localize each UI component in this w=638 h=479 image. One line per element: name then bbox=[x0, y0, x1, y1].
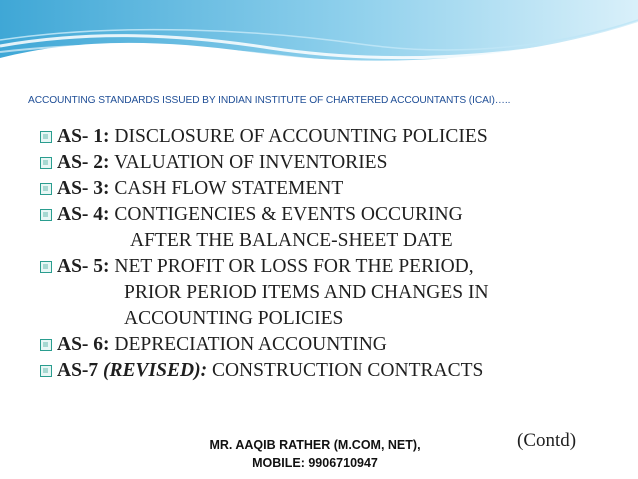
standard-title-continued: ACCOUNTING POLICIES bbox=[124, 308, 344, 329]
checkbox-bullet-icon bbox=[40, 183, 52, 195]
author-name: MR. AAQIB RATHER (M.COM, NET), bbox=[209, 438, 421, 452]
checkbox-bullet-icon bbox=[40, 261, 52, 273]
standard-qualifier: (REVISED): bbox=[103, 360, 208, 381]
standard-title: NET PROFIT OR LOSS FOR THE PERIOD, bbox=[114, 256, 474, 277]
standard-code: AS- 5: bbox=[57, 256, 110, 277]
author-mobile: MOBILE: 9906710947 bbox=[252, 456, 378, 470]
list-item bbox=[40, 176, 630, 202]
list-item bbox=[40, 358, 630, 384]
standard-code: AS- 1: bbox=[57, 126, 110, 147]
standard-title: DISCLOSURE OF ACCOUNTING POLICIES bbox=[114, 126, 488, 147]
checkbox-bullet-icon bbox=[40, 209, 52, 221]
slide-title: ACCOUNTING STANDARDS ISSUED BY INDIAN INSTITUTE OF CHARTERED ACCOUNTANTS (ICAI)….. bbox=[28, 95, 511, 106]
standard-title: CASH FLOW STATEMENT bbox=[114, 178, 344, 199]
standard-code: AS- 4: bbox=[57, 204, 110, 225]
checkbox-bullet-icon bbox=[40, 365, 52, 377]
standard-title: DEPRECIATION ACCOUNTING bbox=[114, 334, 387, 355]
standard-code: AS- 3: bbox=[57, 178, 110, 199]
list-item bbox=[40, 254, 630, 332]
list-item bbox=[40, 202, 630, 254]
standards-list bbox=[40, 124, 630, 384]
standard-title-continued: AFTER THE BALANCE-SHEET DATE bbox=[130, 230, 453, 251]
decorative-wave-banner bbox=[0, 0, 638, 80]
list-item bbox=[40, 150, 630, 176]
standard-title-continued: PRIOR PERIOD ITEMS AND CHANGES IN bbox=[124, 282, 489, 303]
standard-code: AS- 2: bbox=[57, 152, 110, 173]
standard-title: CONSTRUCTION CONTRACTS bbox=[211, 360, 484, 381]
standard-title: VALUATION OF INVENTORIES bbox=[114, 152, 388, 173]
standard-code: AS-7 bbox=[57, 360, 99, 381]
author-footer bbox=[160, 436, 470, 472]
checkbox-bullet-icon bbox=[40, 339, 52, 351]
standard-code: AS- 6: bbox=[57, 334, 110, 355]
checkbox-bullet-icon bbox=[40, 131, 52, 143]
standard-title: CONTIGENCIES & EVENTS OCCURING bbox=[114, 204, 463, 225]
list-item bbox=[40, 124, 630, 150]
checkbox-bullet-icon bbox=[40, 157, 52, 169]
list-item bbox=[40, 332, 630, 358]
continued-label: (Contd) bbox=[517, 430, 577, 451]
